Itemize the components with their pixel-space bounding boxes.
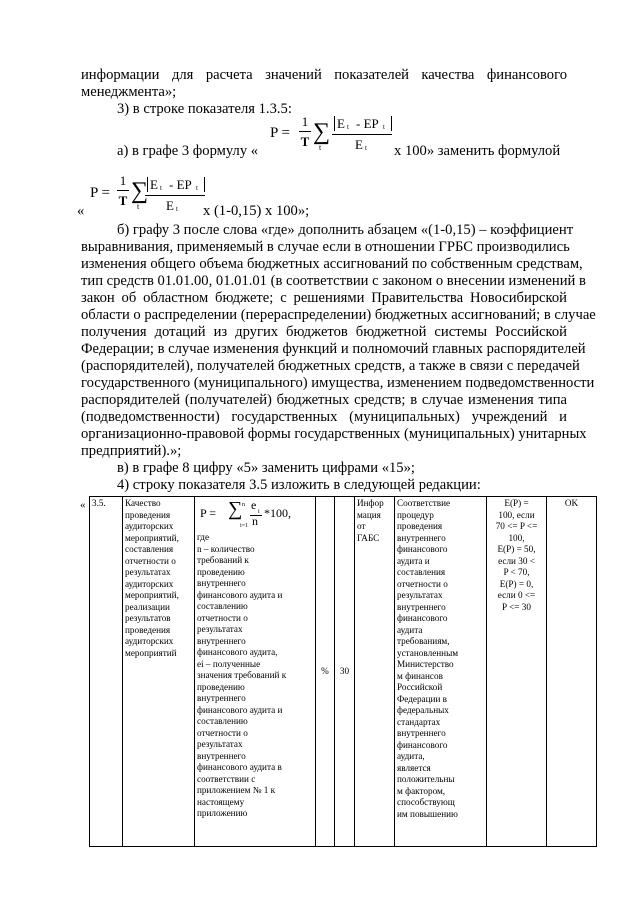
paragraph-line: области о распределении (перераспределении) бюджетных ассигнований; в случае	[81, 307, 596, 323]
indicator-source: Инфор мация от ГАБС	[355, 497, 395, 847]
paragraph-line: государственного (муниципального) имущества, изменением подведомственности	[81, 375, 595, 391]
paragraph-line: б) графу 3 после слова «где» дополнить абзацем «(1-0,15) – коэффициент	[117, 222, 574, 238]
item3-c-line: в) в графе 8 цифру «5» заменить цифрами «15»;	[117, 460, 415, 476]
item3-b-suffix: x (1-0,15) x 100»;	[203, 203, 310, 219]
paragraph-line: организационно-правовой формы государственных (муниципальных) унитарных	[81, 426, 587, 442]
paragraph-line: распорядителей (получателей) бюджетных средств; в случае изменения типа	[81, 392, 567, 408]
formula-1: P = 1 T ∑ t E t - EP t E t	[270, 112, 400, 160]
paragraph-line: (распорядителей), получателей бюджетных средств, а также в связи с передачей	[81, 358, 580, 374]
paragraph-line: (подведомственности) государственных (муниципальных) учреждений и	[81, 409, 567, 425]
item3-a-suffix: x 100» заменить формулой	[394, 143, 561, 159]
paragraph-line: тип средств 01.01.00, 01.01.01 (в соответствии с законом о внесении изменений в	[81, 273, 586, 289]
paragraph-line: закон об областном бюджете; с решениями Правительства Новосибирской	[81, 290, 567, 306]
indicator-formula: P = ∑ n i=1 e i n *100,	[200, 498, 291, 529]
paragraph-line: предприятий).»;	[81, 443, 182, 459]
indicator-name: Качество проведения аудиторских мероприятий, составления отчетности о результатах аудиторских мероприятий, реализации результатов проведения аудиторских мероприятий	[123, 497, 195, 847]
indicator-formula-description: где n – количество требований к проведению внутреннего финансового аудита и составлению отчетности о результатах внутреннего финансового аудита, ei – полученные значения требований к проведению внутреннего финансового аудита и составлению отчетности о результатах внутреннего финансового аудита в соответствии с приложением № 1 к настоящему приложению	[197, 532, 287, 818]
indicator-formula-cell	[195, 497, 316, 847]
paragraph-line: Федерации; в случае изменения функций и полномочий главных распорядителей	[81, 341, 586, 357]
indicator-weight: 30	[335, 497, 355, 847]
paragraph-line: менеджмента»;	[81, 84, 177, 100]
paragraph-line: информации для расчета значений показателей качества финансового	[81, 67, 567, 83]
item3-a-prefix: а) в графе 3 формулу «	[117, 143, 259, 159]
paragraph-line: выравнивания, применяемый в случае если в отношении ГРБС производились	[81, 239, 570, 255]
indicator-unit: %	[316, 497, 335, 847]
indicator-scores: E(P) = 100, если 70 <= P <= 100, E(P) = 50, если 30 < P < 70, E(P) = 0, если 0 <= P <= 30	[487, 497, 547, 847]
paragraph-line: получения дотаций из других бюджетов бюджетной системы Российской	[81, 324, 567, 340]
table-row	[90, 497, 597, 847]
indicator-number: 3.5.	[90, 497, 123, 847]
quote-open: «	[77, 203, 85, 219]
formula-2: P = 1 T ∑ t E t - EP t E t	[90, 171, 210, 219]
item4-heading: 4) строку показателя 3.5 изложить в следующей редакции:	[117, 477, 481, 493]
table-quote-open: «	[80, 499, 86, 511]
indicator-table	[89, 496, 597, 847]
item3-heading: 3) в строке показателя 1.3.5:	[117, 101, 292, 117]
indicator-rationale: Соответствие процедур проведения внутреннего финансового аудита и составления отчетности о результатах внутреннего финансового аудита требованиям, установленным Министерство м финансов Российской Федерации в федеральных стандартах внутреннего финансового аудита, является положительны м фактором, способствующ им повышению	[395, 497, 487, 847]
indicator-ok: OK	[547, 497, 597, 847]
paragraph-line: изменения общего объема бюджетных ассигнований по собственным средствам,	[81, 256, 583, 272]
